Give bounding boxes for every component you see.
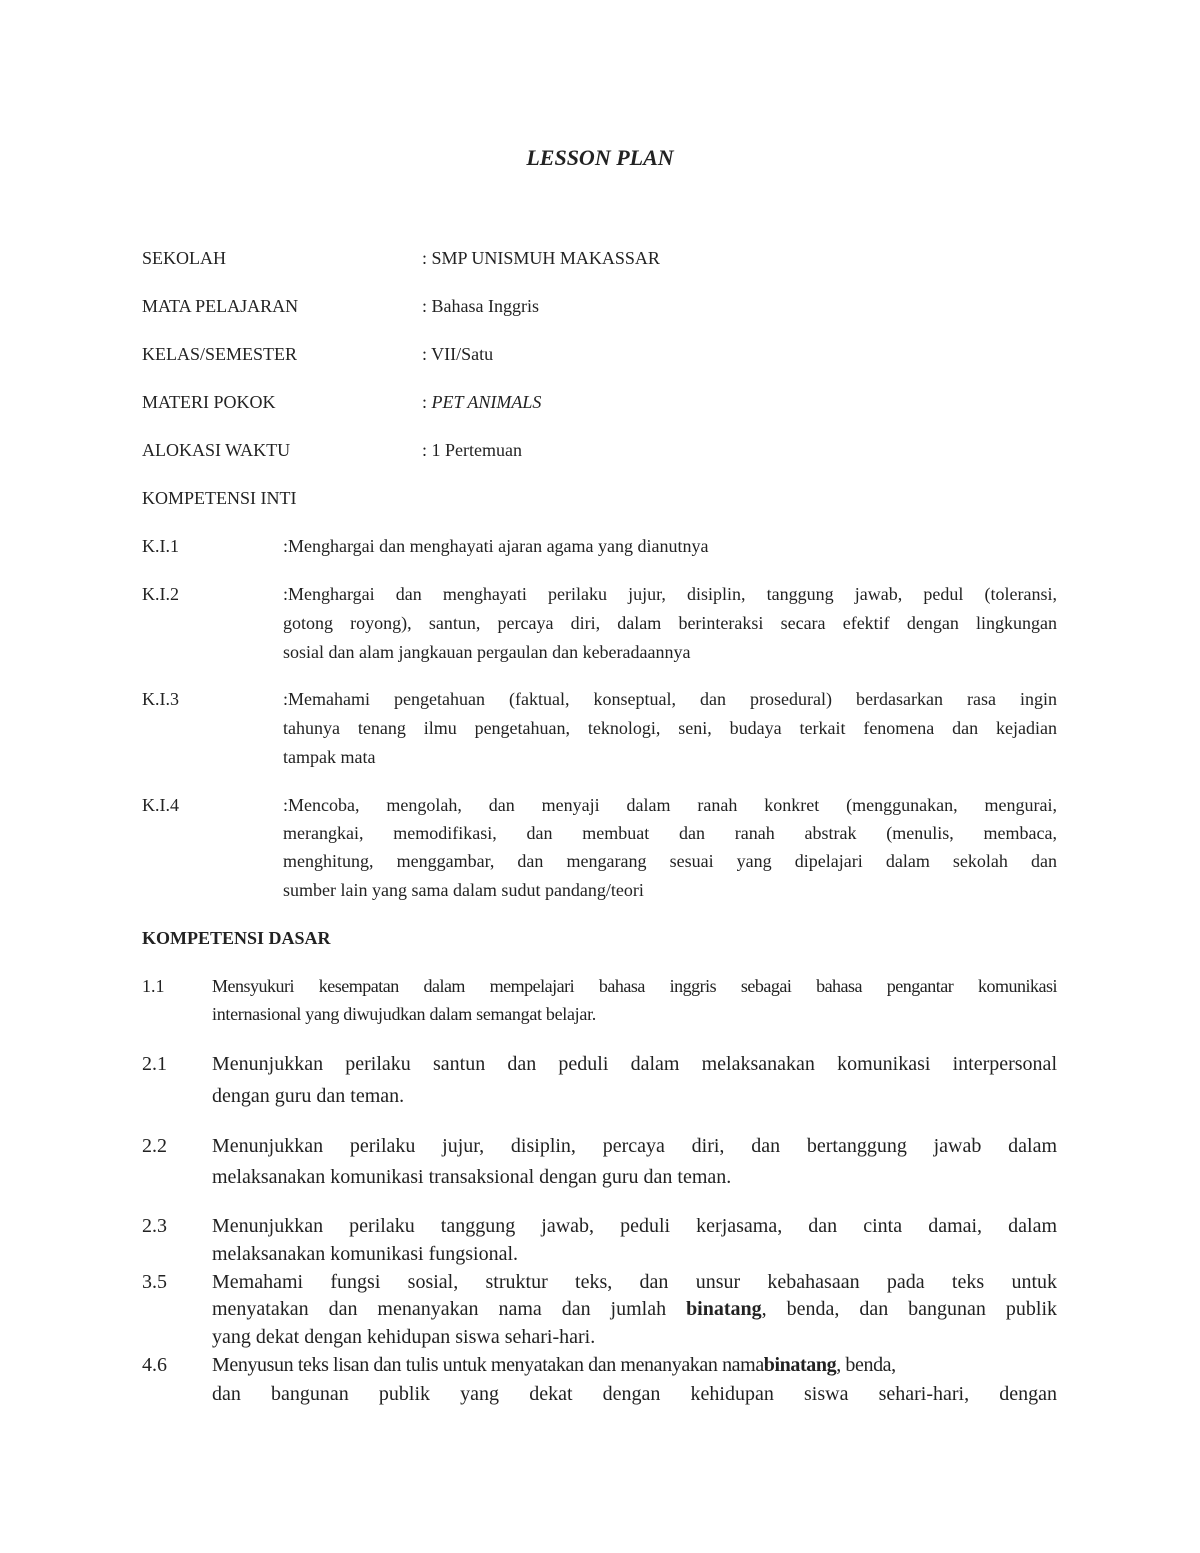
kd-line: Menunjukkan perilaku jujur, disiplin, percaya diri, dan bertanggung jawab dalam [212,1135,1057,1157]
kd-label: 4.6 [142,1354,167,1376]
kd-text: , benda, dan bangunan publik [761,1298,1057,1320]
kd-bold-text: binatang [763,1354,837,1376]
kd-label: 2.3 [142,1215,167,1237]
info-value-kelas: : VII/Satu [422,344,494,364]
kd-line: Memahami fungsi sosial, struktur teks, dan unsur kebahasaan pada teks untuk [212,1271,1057,1293]
ki-line: tampak mata [283,747,376,767]
ki-line: :Mencoba, mengolah, dan menyaji dalam ranah konkret (menggunakan, mengurai, [283,795,1057,815]
kd-line [212,1296,1057,1322]
document-title: LESSON PLAN [526,145,674,170]
kd-label: 3.5 [142,1271,167,1293]
ki-heading: KOMPETENSI INTI [142,488,297,508]
ki-line: tahunya tenang ilmu pengetahuan, teknologi, seni, budaya terkait fenomena dan kejadian [283,718,1057,738]
kd-label: 2.2 [142,1135,167,1157]
ki-line: sumber lain yang sama dalam sudut pandang/teori [283,880,644,900]
ki-line: :Menghargai dan menghayati perilaku jujur, disiplin, tanggung jawab, pedul (toleransi, [283,584,1057,604]
info-value-materi [422,391,541,413]
kd-line: dan bangunan publik yang dekat dengan kehidupan siswa sehari-hari, dengan [212,1383,1057,1405]
kd-text: menyatakan dan menanyakan nama dan jumlah [212,1298,687,1320]
ki-line: gotong royong), santun, percaya diri, dalam berinteraksi secara efektif dengan lingkungan [283,613,1057,633]
ki-line: menghitung, menggambar, dan mengarang sesuai yang dipelajari dalam sekolah dan [283,851,1057,871]
ki-line: merangkai, memodifikasi, dan membuat dan ranah abstrak (menulis, membaca, [283,823,1057,843]
info-label-alokasi: ALOKASI WAKTU [142,440,291,460]
materi-prefix: : [422,392,432,412]
ki-line: :Menghargai dan menghayati ajaran agama yang dianutnya [283,536,709,556]
ki-label: K.I.2 [142,584,179,604]
kd-line: dengan guru dan teman. [212,1085,405,1107]
kd-label: 1.1 [142,976,165,996]
kd-heading: KOMPETENSI DASAR [142,928,331,948]
kd-line: melaksanakan komunikasi fungsional. [212,1243,519,1265]
info-value-mata-pelajaran: : Bahasa Inggris [422,296,539,316]
kd-text: , benda, [836,1354,896,1376]
kd-line: Mensyukuri kesempatan dalam mempelajari bahasa inggris sebagai bahasa pengantar komunikasi [212,976,1057,996]
kd-line: internasional yang diwujudkan dalam semangat belajar. [212,1004,596,1024]
ki-label: K.I.4 [142,795,179,815]
info-label-sekolah: SEKOLAH [142,248,226,268]
kd-line: melaksanakan komunikasi transaksional dengan guru dan teman. [212,1166,732,1188]
ki-label: K.I.1 [142,536,179,556]
kd-line: yang dekat dengan kehidupan siswa sehari-hari. [212,1326,596,1348]
info-value-sekolah: : SMP UNISMUH MAKASSAR [422,248,660,268]
kd-label: 2.1 [142,1053,167,1075]
ki-line: sosial dan alam jangkauan pergaulan dan keberadaannya [283,642,691,662]
kd-bold-text: binatang [686,1298,762,1320]
kd-line: Menunjukkan perilaku tanggung jawab, peduli kerjasama, dan cinta damai, dalam [212,1215,1057,1237]
kd-line: Menunjukkan perilaku santun dan peduli dalam melaksanakan komunikasi interpersonal [212,1053,1057,1075]
kd-line [212,1352,896,1378]
info-label-materi: MATERI POKOK [142,392,276,412]
info-label-kelas: KELAS/SEMESTER [142,344,298,364]
ki-label: K.I.3 [142,689,179,709]
kd-text: Menyusun teks lisan dan tulis untuk menyatakan dan menanyakan nama [212,1354,764,1376]
info-value-alokasi: : 1 Pertemuan [422,440,522,460]
ki-line: :Memahami pengetahuan (faktual, konseptual, dan prosedural) berdasarkan rasa ingin [283,689,1057,709]
materi-value: PET ANIMALS [431,392,542,412]
info-label-mata-pelajaran: MATA PELAJARAN [142,296,299,316]
